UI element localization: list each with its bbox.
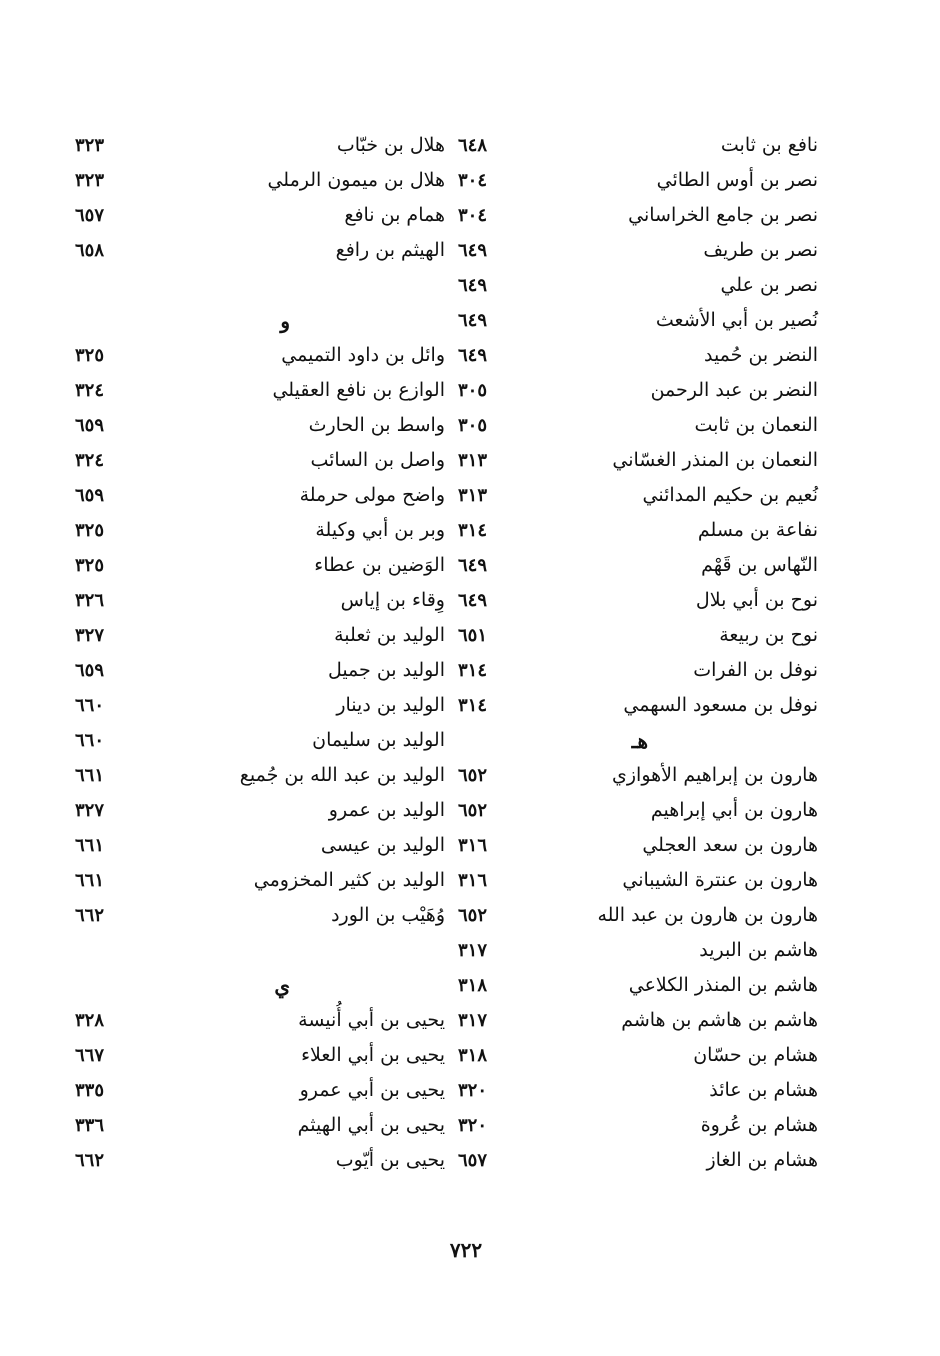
entry-page-number: ٦٤٩ [458,309,488,331]
index-entry [458,548,818,583]
entry-page-number: ٦٦١ [75,834,105,856]
entry-page-number: ٣٠٤ [458,169,488,191]
entry-page-number: ٦٦١ [75,764,105,786]
entry-name: همام بن نافع [344,204,445,226]
entry-name: هارون بن سعد العجلي [642,834,818,856]
index-entry [458,163,818,198]
entry-page-number: ٦٤٨ [458,134,488,156]
index-entry [75,1108,445,1143]
index-entry [458,233,818,268]
entry-name: هشام بن عُروة [700,1114,818,1136]
entry-name: هاشم بن هاشم بن هاشم [621,1009,818,1031]
index-entry [75,653,445,688]
index-entry [75,1143,445,1178]
index-entry [75,723,445,758]
entry-page-number: ٣٢٠ [458,1114,488,1136]
index-entry [75,373,445,408]
entry-page-number: ٦٥١ [458,624,488,646]
entry-page-number: ٦٥٨ [75,239,105,261]
index-entry [458,793,818,828]
entry-name: وِقاء بن إياس [340,589,445,611]
entry-name: واصل بن السائب [310,449,445,471]
entry-page-number: ٣٠٥ [458,379,488,401]
entry-page-number: ٦٥٢ [458,904,488,926]
index-entry [75,408,445,443]
entry-page-number: ٣٢٧ [75,624,105,646]
entry-name: يحيى بن أبي الهيثم [297,1114,445,1136]
index-spacer [75,933,445,968]
entry-page-number: ٦٦٧ [75,1044,105,1066]
index-entry [75,898,445,933]
entry-page-number: ٦٥٢ [458,764,488,786]
entry-page-number: ٦٥٩ [75,414,105,436]
entry-page-number: ٣١٨ [458,1044,488,1066]
entry-page-number: ٣٣٥ [75,1079,105,1101]
entry-page-number: ٦٤٩ [458,344,488,366]
entry-name: وبر بن أبي وكيلة [315,519,445,541]
index-entry [75,513,445,548]
index-entry [75,863,445,898]
entry-page-number: ٦٦٠ [75,694,105,716]
index-entry [75,163,445,198]
entry-name: نفاعة بن مسلم [697,519,818,541]
entry-name: نافع بن ثابت [720,134,818,156]
entry-page-number: ٣١٤ [458,519,488,541]
index-entry [75,1073,445,1108]
entry-page-number: ٦٤٩ [458,589,488,611]
entry-page-number: ٦٦١ [75,869,105,891]
entry-name: الوليد بن دينار [336,694,445,716]
entry-page-number: ٣٠٤ [458,204,488,226]
index-entry [75,233,445,268]
index-entry [75,758,445,793]
entry-name: نوفل بن مسعود السهمي [623,694,818,716]
entry-name: الوليد بن كثير المخزومي [253,869,445,891]
entry-page-number: ٣١٤ [458,694,488,716]
index-entry [458,863,818,898]
index-entry [458,338,818,373]
index-entry [75,548,445,583]
index-entry [458,443,818,478]
entry-name: هارون بن عنترة الشيباني [622,869,818,891]
index-entry [458,1143,818,1178]
entry-page-number: ٦٥٧ [458,1149,488,1171]
index-entry [75,443,445,478]
entry-page-number: ٣١٤ [458,659,488,681]
entry-name: يحيى بن أبي العلاء [301,1044,445,1066]
entry-name: هشام بن حسّان [693,1044,818,1066]
entry-page-number: ٣١٦ [458,869,488,891]
entry-name: نوح بن ربيعة [719,624,818,646]
index-entry [458,688,818,723]
index-entry [75,688,445,723]
index-entry [458,1003,818,1038]
entry-name: واسط بن الحارث [308,414,445,436]
entry-name: الهيثم بن رافع [335,239,445,261]
index-entry [458,933,818,968]
entry-page-number: ٣١٣ [458,484,488,506]
entry-page-number: ٦٥٧ [75,204,105,226]
entry-page-number: ٣٢٣ [75,169,105,191]
index-entry [458,758,818,793]
index-entry [75,618,445,653]
entry-page-number: ٦٥٩ [75,484,105,506]
entry-page-number: ٦٥٢ [458,799,488,821]
index-entry [458,408,818,443]
entry-page-number: ٣٢٠ [458,1079,488,1101]
entry-page-number: ٦٤٩ [458,239,488,261]
page-number [0,1238,940,1262]
index-entry [458,198,818,233]
entry-page-number: ٣٢٨ [75,1009,105,1031]
entry-page-number: ٦٥٩ [75,659,105,681]
entry-page-number: ٦٤٩ [458,554,488,576]
entry-name: هارون بن أبي إبراهيم [650,799,818,821]
index-entry [458,303,818,338]
entry-name: هشام بن عائذ [709,1079,818,1101]
entry-page-number: ٣٠٥ [458,414,488,436]
entry-page-number: ٣٣٦ [75,1114,105,1136]
letter-heading: ي [274,973,290,998]
entry-name: هاشم بن المنذر الكلاعي [628,974,818,996]
index-entry [458,268,818,303]
index-entry [458,653,818,688]
entry-name: هارون بن هارون بن عبد الله [597,904,818,926]
index-entry [458,128,818,163]
entry-name: النضر بن حُميد [703,344,818,366]
entry-name: الوازع بن نافع العقيلي [272,379,445,401]
letter-heading: هـ [631,728,648,753]
entry-name: نصر بن جامع الخراساني [628,204,818,226]
entry-page-number: ٣١٦ [458,834,488,856]
entry-name: الوليد بن عمرو [328,799,445,821]
entry-name: الوَضين بن عطاء [314,554,445,576]
index-entry [458,898,818,933]
entry-name: واضح مولى حرملة [299,484,445,506]
entry-name: الوليد بن ثعلبة [334,624,445,646]
entry-name: نُعيم بن حكيم المدائني [642,484,818,506]
entry-page-number: ٦٦٠ [75,729,105,751]
entry-name: الوليد بن عبد الله بن جُميع [239,764,445,786]
entry-page-number: ٣١٨ [458,974,488,996]
index-entry [75,198,445,233]
index-entry [458,1108,818,1143]
entry-name: نصر بن أوس الطائي [656,169,818,191]
entry-name: النعمان بن ثابت [694,414,818,436]
index-entry [75,128,445,163]
index-entry [458,1038,818,1073]
index-entry [75,338,445,373]
index-column-left [75,128,445,1178]
index-entry [458,373,818,408]
entry-page-number: ٦٦٢ [75,1149,105,1171]
index-entry [75,828,445,863]
index-entry [75,478,445,513]
index-entry [458,583,818,618]
index-entry [75,1003,445,1038]
index-entry [458,618,818,653]
page-number-text: ٧٢٢ [449,1238,483,1262]
index-spacer [75,268,445,303]
entry-name: النضر بن عبد الرحمن [650,379,818,401]
entry-name: وائل بن داود التميمي [281,344,445,366]
entry-name: يحيى بن أبي أُنيسة [298,1009,445,1031]
entry-page-number: ٣١٧ [458,1009,488,1031]
index-entry [75,583,445,618]
letter-heading: و [280,308,290,333]
entry-name: الوليد بن جميل [327,659,445,681]
entry-name: هلال بن خبّاب [336,134,445,156]
entry-page-number: ٦٦٢ [75,904,105,926]
entry-name: يحيى بن أيّوب [335,1149,445,1171]
entry-page-number: ٣١٣ [458,449,488,471]
entry-page-number: ٣٢٣ [75,134,105,156]
entry-page-number: ٣١٧ [458,939,488,961]
entry-page-number: ٣٢٦ [75,589,105,611]
entry-name: نوفل بن الفرات [693,659,818,681]
entry-name: نصر بن طريف [703,239,818,261]
entry-page-number: ٣٢٧ [75,799,105,821]
entry-page-number: ٣٢٤ [75,379,105,401]
entry-page-number: ٣٢٥ [75,344,105,366]
entry-name: النعمان بن المنذر الغسّاني [612,449,818,471]
index-column-right [458,128,818,1178]
entry-name: وُهَيْب بن الورد [331,904,445,926]
entry-name: الوليد بن سليمان [312,729,445,751]
entry-page-number: ٣٢٥ [75,519,105,541]
entry-name: نصر بن علي [720,274,818,296]
index-entry [75,793,445,828]
entry-page-number: ٣٢٤ [75,449,105,471]
entry-name: هشام بن الغاز [706,1149,818,1171]
index-entry [458,828,818,863]
entry-name: هارون بن إبراهيم الأهوازي [612,764,818,786]
entry-name: نوح بن أبي بلال [695,589,818,611]
entry-name: هاشم بن البريد [699,939,818,961]
entry-name: نُصير بن أبي الأشعث [655,309,818,331]
index-entry [75,1038,445,1073]
index-entry [458,1073,818,1108]
entry-page-number: ٦٤٩ [458,274,488,296]
entry-page-number: ٣٢٥ [75,554,105,576]
index-entry [458,968,818,1003]
index-entry [458,478,818,513]
entry-name: يحيى بن أبي عمرو [299,1079,445,1101]
entry-name: النّهاس بن قَهْم [701,554,818,576]
entry-name: الوليد بن عيسى [320,834,445,856]
entry-name: هلال بن ميمون الرملي [267,169,445,191]
index-entry [458,513,818,548]
